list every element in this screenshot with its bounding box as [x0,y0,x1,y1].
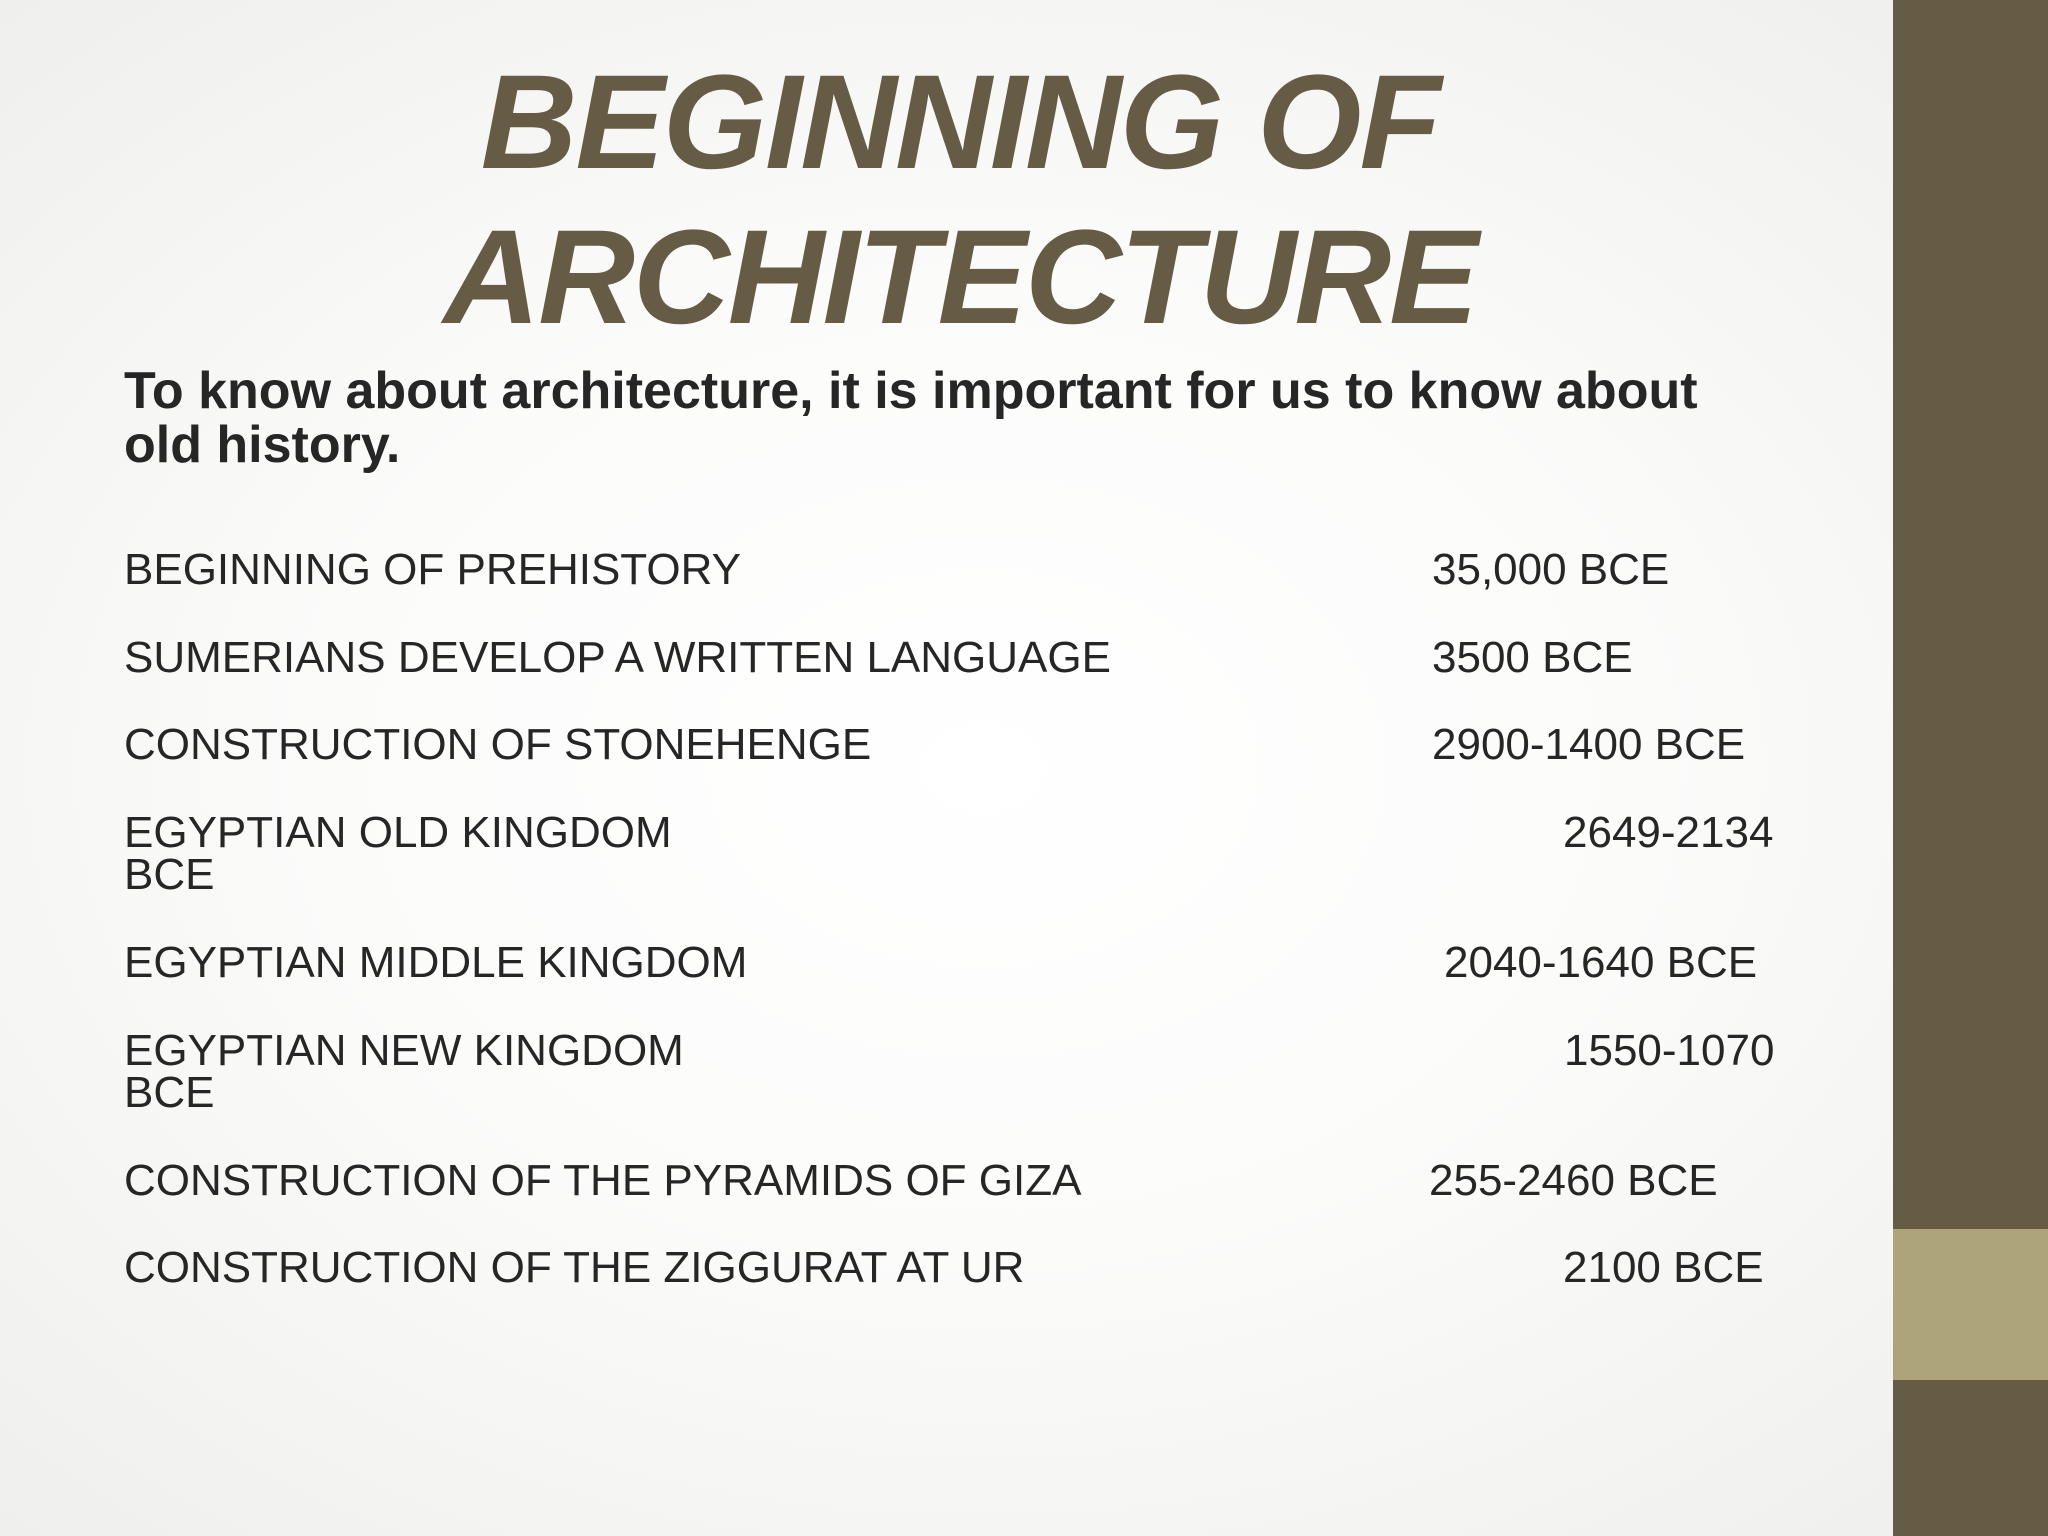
timeline-date: 3500 BCE [1432,633,1633,682]
timeline-event: BEGINNING OF PREHISTORY [124,545,741,594]
timeline-date: 2649-2134 [1563,808,1774,857]
timeline-date: 2900-1400 BCE [1432,720,1746,769]
side-accent-block [1893,1229,2048,1380]
timeline-date-wrap: BCE [124,1068,215,1117]
timeline-date: 2100 BCE [1563,1243,1764,1292]
timeline-event: CONSTRUCTION OF THE ZIGGURAT AT UR [124,1243,1025,1292]
timeline-event: CONSTRUCTION OF THE PYRAMIDS OF GIZA [124,1156,1082,1205]
timeline-date: 1550-1070 [1564,1026,1775,1075]
slide-title-line-1: BEGINNING OF [480,48,1440,197]
timeline-event: SUMERIANS DEVELOP A WRITTEN LANGUAGE [124,633,1111,682]
timeline-date: 2040-1640 BCE [1444,938,1758,987]
slide-title [260,45,1660,355]
side-decorative-bar [1893,0,2048,1536]
timeline-event: EGYPTIAN OLD KINGDOM [124,808,672,857]
timeline-event: EGYPTIAN MIDDLE KINGDOM [124,938,748,987]
timeline-event: CONSTRUCTION OF STONEHENGE [124,720,872,769]
intro-text: To know about architecture, it is important for us to know about old history. [124,362,1698,474]
timeline-date-wrap: BCE [124,850,215,899]
timeline-date: 255-2460 BCE [1429,1156,1718,1205]
timeline-event: EGYPTIAN NEW KINGDOM [124,1026,684,1075]
timeline-date: 35,000 BCE [1432,545,1670,594]
slide-title-line-2: ARCHITECTURE [443,203,1477,352]
